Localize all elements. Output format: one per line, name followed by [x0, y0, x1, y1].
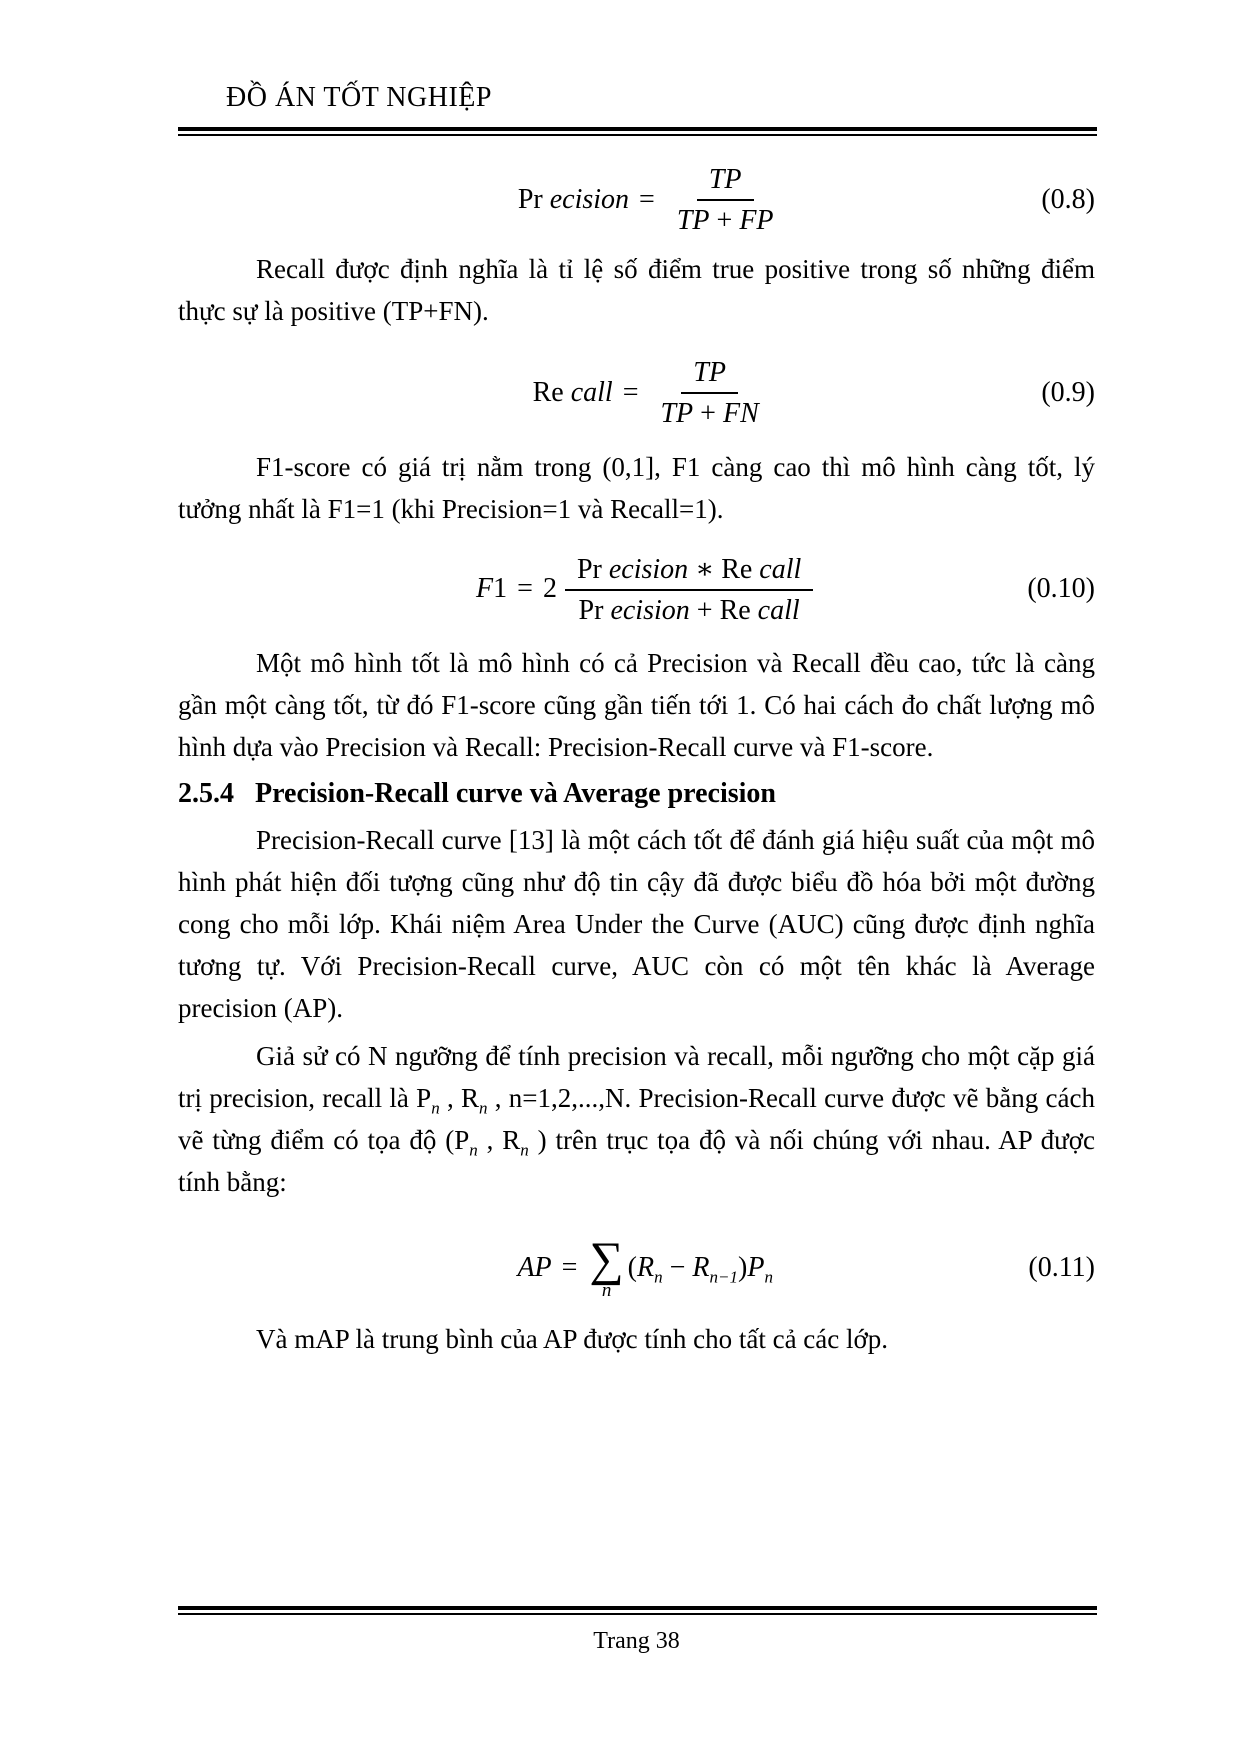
- equation-precision: [178, 152, 1095, 248]
- paragraph-f1-range: F1-score có giá trị nằm trong (0,1], F1 càng cao thì mô hình càng tốt, lý tưởng nhất là F1=1 (khi Precision=1 và Recall=1).: [178, 452, 1095, 524]
- equation-f1-body: [220, 552, 1069, 627]
- equation-recall-lhs: Re call: [532, 377, 613, 408]
- equation-precision-body: [220, 164, 1083, 237]
- summation-symbol: ∑ n: [589, 1233, 624, 1301]
- header-divider-line: [178, 127, 1097, 136]
- fraction: [565, 552, 813, 627]
- equation-number: (0.11): [1028, 1252, 1095, 1283]
- equation-precision-lhs: Pr ecision: [517, 184, 630, 215]
- fraction: [665, 164, 786, 237]
- equation-ap-lhs: AP: [517, 1252, 552, 1283]
- equation-f1-lhs: F1: [476, 573, 508, 604]
- paragraph-map-definition: Và mAP là trung bình của AP được tính cho tất cả các lớp.: [256, 1324, 889, 1354]
- equation-recall: [178, 345, 1095, 441]
- paragraph-ap-threshold: Giả sử có N ngưỡng để tính precision và recall, mỗi ngưỡng cho một cặp giá trị precision, recall là $P_n$ , $R_n$ , n=1,2,...,N. Precision-Recall curve được vẽ bằng cách vẽ từng điểm có tọa độ ($P_n$ , $R_n$ ) trên trục tọa độ và nối chúng với nhau. AP được tính bằng:: [178, 1041, 1095, 1197]
- fraction-denominator: TP + FP: [676, 204, 774, 236]
- paragraph-pr-curve: Precision-Recall curve [13] là một cách tốt để đánh giá hiệu suất của một mô hình phát hiện đối tượng cũng như độ tin cậy đã được biểu đồ hóa bởi một đường cong cho mỗi lớp. Khái niệm Area Under the Curve (AUC) cũng được định nghĩa tương tự. Với Precision-Recall curve, AUC còn có một tên khác là Average precision (AP).: [178, 825, 1095, 1023]
- page-header-title: ĐỒ ÁN TỐT NGHIỆP: [226, 82, 492, 113]
- paragraph-recall-definition: Recall được định nghĩa là tỉ lệ số điểm true positive trong số những điểm thực sự là positive (TP+FN).: [178, 254, 1095, 326]
- fraction: [648, 357, 770, 430]
- equation-ap-body: [220, 1233, 1070, 1301]
- equation-number: (0.10): [1027, 573, 1095, 604]
- fraction-numerator: TP: [697, 164, 754, 201]
- equation-number: (0.8): [1041, 184, 1095, 215]
- fraction-denominator: TP + FN: [660, 397, 759, 429]
- equals-sign: =: [622, 377, 639, 408]
- equation-number: (0.9): [1041, 377, 1095, 408]
- coefficient: 2: [542, 573, 557, 604]
- equals-sign: =: [639, 184, 655, 215]
- equals-sign: =: [561, 1252, 578, 1283]
- equation-ap-terms: $(R_n - R_{n-1})P_n$: [627, 1252, 773, 1287]
- fraction-numerator: TP: [681, 357, 738, 394]
- section-heading: [178, 778, 1095, 810]
- fraction-numerator: Pr ecision ∗ Re call: [565, 552, 813, 591]
- equals-sign: =: [517, 573, 533, 604]
- footer-divider-line: [178, 1606, 1097, 1615]
- section-title: Precision-Recall curve và Average precision: [255, 778, 776, 809]
- page-number-label: Trang 38: [593, 1628, 680, 1654]
- section-number: 2.5.4: [178, 778, 234, 809]
- equation-ap: [178, 1220, 1095, 1316]
- equation-recall-body: [220, 357, 1083, 430]
- fraction-denominator: Pr ecision + Re call: [578, 594, 800, 626]
- equation-f1: [178, 541, 1095, 637]
- paragraph-good-model: Một mô hình tốt là mô hình có cả Precision và Recall đều cao, tức là càng gần một càng tốt, từ đó F1-score cũng gần tiến tới 1. Có hai cách đo chất lượng mô hình dựa vào Precision và Recall: Precision-Recall curve và F1-score.: [178, 648, 1095, 762]
